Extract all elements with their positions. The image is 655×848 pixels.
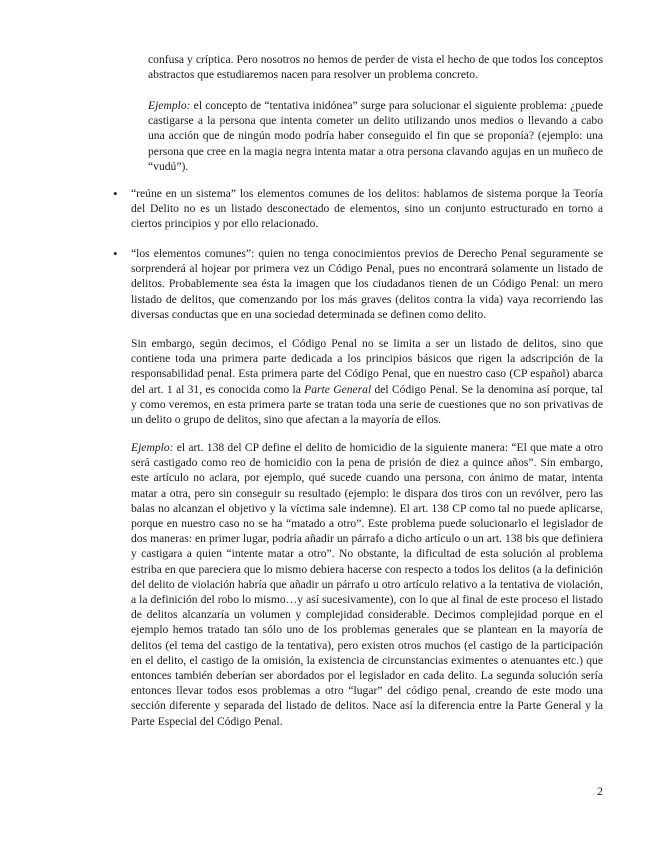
- bullet-item-sistema: “reúne en un sistema” los elementos comunes de los delitos: hablamos de sistema porque la Teoría del Delito no es un listado desconectado de elementos, sino un conjunto estructurado en torno a ciertos principios y por ello relacionado.: [131, 187, 603, 231]
- bullet-marker: •: [113, 186, 118, 201]
- example-label: Ejemplo:: [131, 441, 174, 454]
- paragraph-text: Sin embargo, según decimos, el Código Penal no se limita a ser un listado de delitos, sino que contiene toda una primera parte dedicada a los principios básicos que rigen la adscripción de la responsabilidad penal. Esta primera parte del Código Penal, que en nuestro caso (CP español) abarca del art. 1 al 31, es conocida como la: [131, 337, 603, 396]
- example-text: el concepto de “tentativa inidónea” surge para solucionar el siguiente problema: ¿puede castigarse a la persona que intenta cometer un delito utilizando unos medios o llevando a cabo una acción que de ningún modo podría haber conseguido el fin que se proponía? (ejemplo: una persona que cree en la magia negra intenta matar a otra persona clavando agujas en un muñeco de “vudú”).: [148, 99, 603, 173]
- paragraph-intro: confusa y críptica. Pero nosotros no hemos de perder de vista el hecho de que todos los conceptos abstractos que estudiaremos nacen para resolver un problema concreto.: [148, 53, 603, 82]
- example-text: el art. 138 del CP define el delito de homicidio de la siguiente manera: “El que mate a otro será castigado como reo de homicidio con la pena de prisión de diez a quince años”. Sin embargo, este artículo no aclara, por ejemplo, qué sucede cuando una persona, con ánimo de matar, intenta matar a otra, pero sin conseguir su resultado (ejemplo: le dispara dos tiros con un revólver, pero las balas no alcanzan el objetivo y la víctima sale indemne). El art. 138 CP como tal no puede aplicarse, porque en nuestro caso no se ha “matado a otro”. Este problema puede solucionarlo el legislador de dos maneras: en primer lugar, podría añadir un párrafo a dicho artículo o un art. 138 bis que definiera y castigara a quien “intente matar a otro”. No obstante, la dificultad de esta solución al problema estriba en que pareciera que lo mismo debiera hacerse con respecto a todos los delitos (a la definición del delito de violación habría que añadir un párrafo u otro artículo relativo a la tentativa de violación, a la definición del robo lo mismo…y así sucesivamente), con lo que al final de este proceso el listado de delitos alcanzaría un volumen y complejidad considerable. Decimos complejidad porque en el ejemplo hemos tratado tan sólo uno de los problemas generales que se plantean en la mayoría de delitos (el tema del castigo de la tentativa), pero existen otros muchos (el castigo de la participación en el delito, el castigo de la omisión, la existencia de circunstancias eximentes o atenuantes etc.) que entonces también deberían ser abordados por el legislador en cada delito. La segunda solución sería entonces llevar todos esos problemas a otro “lugar” del código penal, creando de este modo una sección diferente y separada del listado de delitos. Nace así la diferencia entre la Parte General y la Parte Especial del Código Penal.: [131, 441, 603, 728]
- bullet-item-elementos: “los elementos comunes”: quien no tenga conocimientos previos de Derecho Penal seguramente se sorprenderá al hojear por primera vez un Código Penal, pues no encontrará solamente un listado de delitos. Probablemente sea ésta la imagen que los ciudadanos tienen de un Código Penal: un mero listado de delitos, que comenzando por los más graves (delitos contra la vida) vaya recorriendo las diversas conductas que en una sociedad determinada se definen como delito.: [131, 247, 603, 321]
- bullet-marker: •: [113, 246, 118, 261]
- page-number: 2: [597, 784, 603, 798]
- paragraph-parte-general: [131, 336, 603, 427]
- paragraph-text: del Código Penal. Se la denomina así porque, tal y como veremos, en esta primera parte se tratan toda una serie de cuestiones que no son privativas de un delito o grupo de delitos, sino que afectan a la mayoría de ellos.: [131, 382, 603, 427]
- example-label: Ejemplo:: [148, 99, 191, 112]
- example-tentativa: [148, 98, 603, 174]
- parte-general-term: Parte General: [304, 382, 372, 396]
- example-homicidio: [131, 440, 603, 729]
